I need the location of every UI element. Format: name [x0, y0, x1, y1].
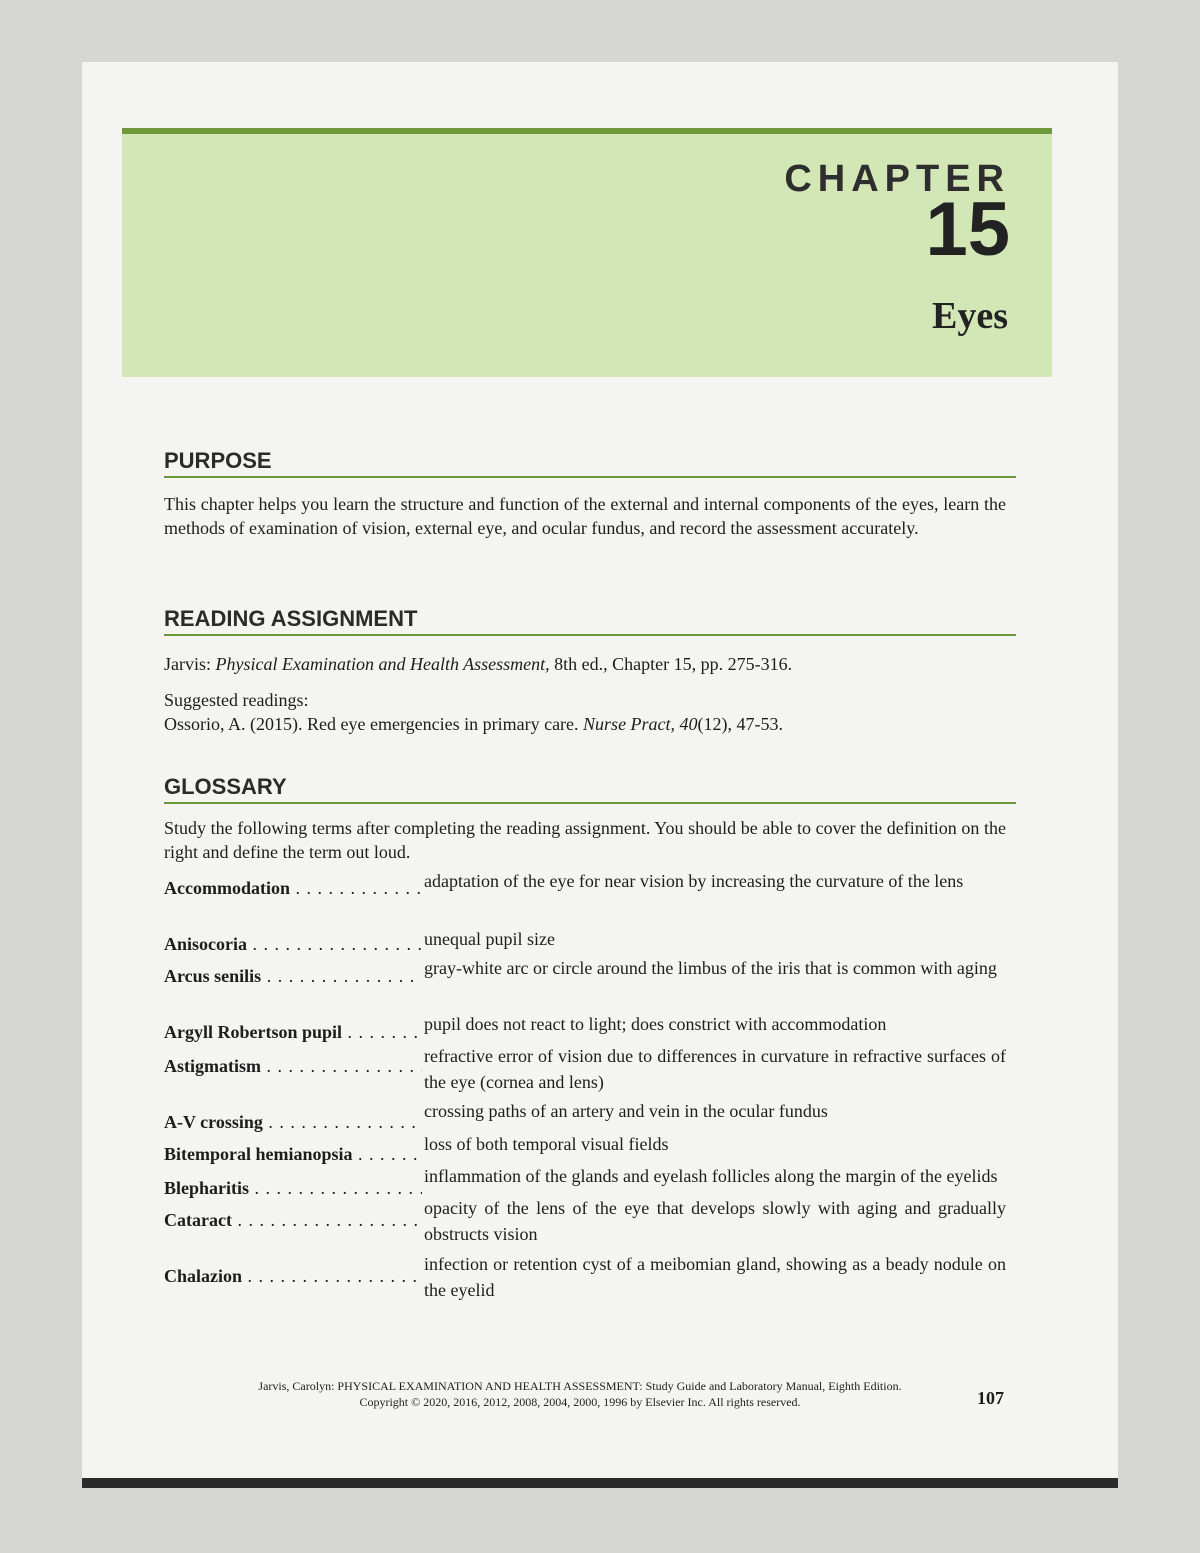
- glossary-term: Bitemporal hemianopsia . . .: [164, 1142, 422, 1166]
- purpose-heading: PURPOSE: [164, 448, 1016, 478]
- glossary-definition: crossing paths of an artery and vein in the ocular fundus: [424, 1101, 828, 1121]
- glossary-heading: GLOSSARY: [164, 774, 1016, 804]
- glossary-definition: loss of both temporal visual fields: [424, 1134, 669, 1154]
- glossary-term: Chalazion . . .: [164, 1264, 422, 1288]
- suggested-reading: Ossorio, A. (2015). Red eye emergencies in primary care. Nurse Pract, 40(12), 47-53.: [164, 714, 784, 734]
- copyright-note: [230, 1378, 930, 1410]
- glossary-definition: pupil does not react to light; does constrict with accommodation: [424, 1014, 887, 1034]
- glossary-definition: opacity of the lens of the eye that develops slowly with aging and gradually obstructs vision: [424, 1198, 1006, 1244]
- reading-heading: READING ASSIGNMENT: [164, 606, 1016, 636]
- glossary-definition: adaptation of the eye for near vision by increasing the curvature of the lens: [424, 871, 964, 891]
- glossary-definition: unequal pupil size: [424, 929, 555, 949]
- glossary-term: Anisocoria . . .: [164, 932, 422, 956]
- glossary-definition: gray-white arc or circle around the limbus of the iris that is common with aging: [424, 958, 997, 978]
- chapter-title: Eyes: [932, 295, 1008, 337]
- page-bottom-edge: [82, 1478, 1118, 1488]
- suggested-label: Suggested readings:: [164, 690, 309, 710]
- glossary-term: Arcus senilis . . .: [164, 964, 422, 988]
- reading-primary: Jarvis: Physical Examination and Health Assessment, 8th ed., Chapter 15, pp. 275-316.: [164, 654, 793, 674]
- chapter-number: 15: [925, 187, 1010, 272]
- glossary-term: Astigmatism . . .: [164, 1054, 422, 1078]
- copyright-line-2: Copyright © 2020, 2016, 2012, 2008, 2004, 2000, 1996 by Elsevier Inc. All rights reserved.: [359, 1395, 801, 1409]
- glossary-intro: Study the following terms after completing the reading assignment. You should be able to cover the definition on the right and define the term out loud.: [164, 818, 1006, 862]
- copyright-line-1: Jarvis, Carolyn: PHYSICAL EXAMINATION AND HEALTH ASSESSMENT: Study Guide and Laboratory Manual, Eighth Edition.: [258, 1379, 902, 1393]
- chapter-label: CHAPTER: [784, 158, 1010, 200]
- purpose-text: This chapter helps you learn the structure and function of the external and internal components of the eyes, learn the methods of examination of vision, external eye, and ocular fundus, and record the assessment accurately.: [164, 494, 1006, 538]
- glossary-definition: inflammation of the glands and eyelash follicles along the margin of the eyelids: [424, 1166, 998, 1186]
- glossary-term: Blepharitis . . .: [164, 1176, 422, 1200]
- glossary-term: Accommodation . . .: [164, 876, 422, 900]
- glossary-definition: refractive error of vision due to differences in curvature in refractive surfaces of the eye (cornea and lens): [424, 1046, 1006, 1092]
- glossary-term: Argyll Robertson pupil . . .: [164, 1020, 422, 1044]
- glossary-definition: infection or retention cyst of a meibomian gland, showing as a beady nodule on the eyelid: [424, 1254, 1006, 1300]
- glossary-term: A-V crossing . . .: [164, 1110, 422, 1134]
- glossary-term: Cataract . . .: [164, 1208, 422, 1232]
- page-number: 107: [977, 1388, 1004, 1408]
